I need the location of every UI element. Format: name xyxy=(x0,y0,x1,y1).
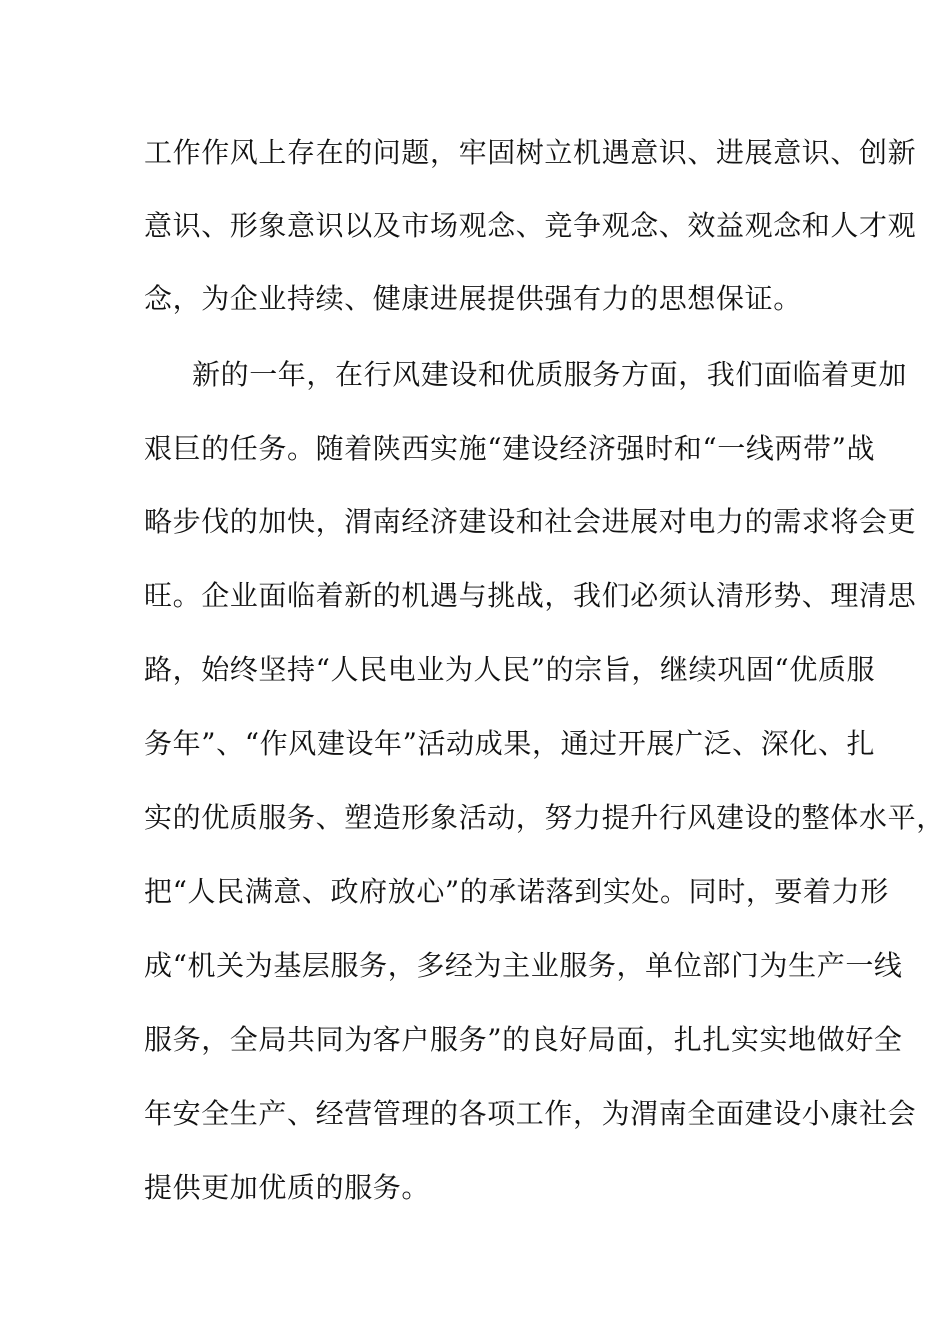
paragraph-1-line-2: 意识、形象意识以及市场观念、竞争观念、效益观念和人才观 xyxy=(144,209,917,242)
paragraph-2-line-12: 提供更加优质的服务。 xyxy=(144,1171,431,1204)
paragraph-2-line-3: 略步伐的加快，渭南经济建设和社会进展对电力的需求将会更 xyxy=(144,505,917,538)
paragraph-1-line-1: 工作作风上存在的问题，牢固树立机遇意识、进展意识、创新 xyxy=(144,136,917,169)
paragraph-2-line-9: 成“机关为基层服务，多经为主业服务，单位部门为生产一线 xyxy=(144,949,903,982)
paragraph-2-line-10: 服务，全局共同为客户服务”的良好局面，扎扎实实地做好全 xyxy=(144,1023,903,1056)
paragraph-2-line-1: 新的一年，在行风建设和优质服务方面，我们面临着更加 xyxy=(192,358,908,391)
paragraph-2-line-7: 实的优质服务、塑造形象活动，努力提升行风建设的整体水平， xyxy=(144,801,945,834)
paragraph-2-line-11: 年安全生产、经营管理的各项工作，为渭南全面建设小康社会 xyxy=(144,1097,917,1130)
paragraph-2-line-5: 路，始终坚持“人民电业为人民”的宗旨，继续巩固“优质服 xyxy=(144,653,876,686)
paragraph-1-line-3: 念，为企业持续、健康进展提供强有力的思想保证。 xyxy=(144,282,802,315)
paragraph-2-line-4: 旺。企业面临着新的机遇与挑战，我们必须认清形势、理清思 xyxy=(144,579,917,612)
paragraph-2-line-2: 艰巨的任务。随着陕西实施“建设经济强时和“一线两带”战 xyxy=(144,432,876,465)
paragraph-2-line-8: 把“人民满意、政府放心”的承诺落到实处。同时，要着力形 xyxy=(144,875,889,908)
paragraph-2-line-6: 务年”、“作风建设年”活动成果，通过开展广泛、深化、扎 xyxy=(144,727,876,760)
